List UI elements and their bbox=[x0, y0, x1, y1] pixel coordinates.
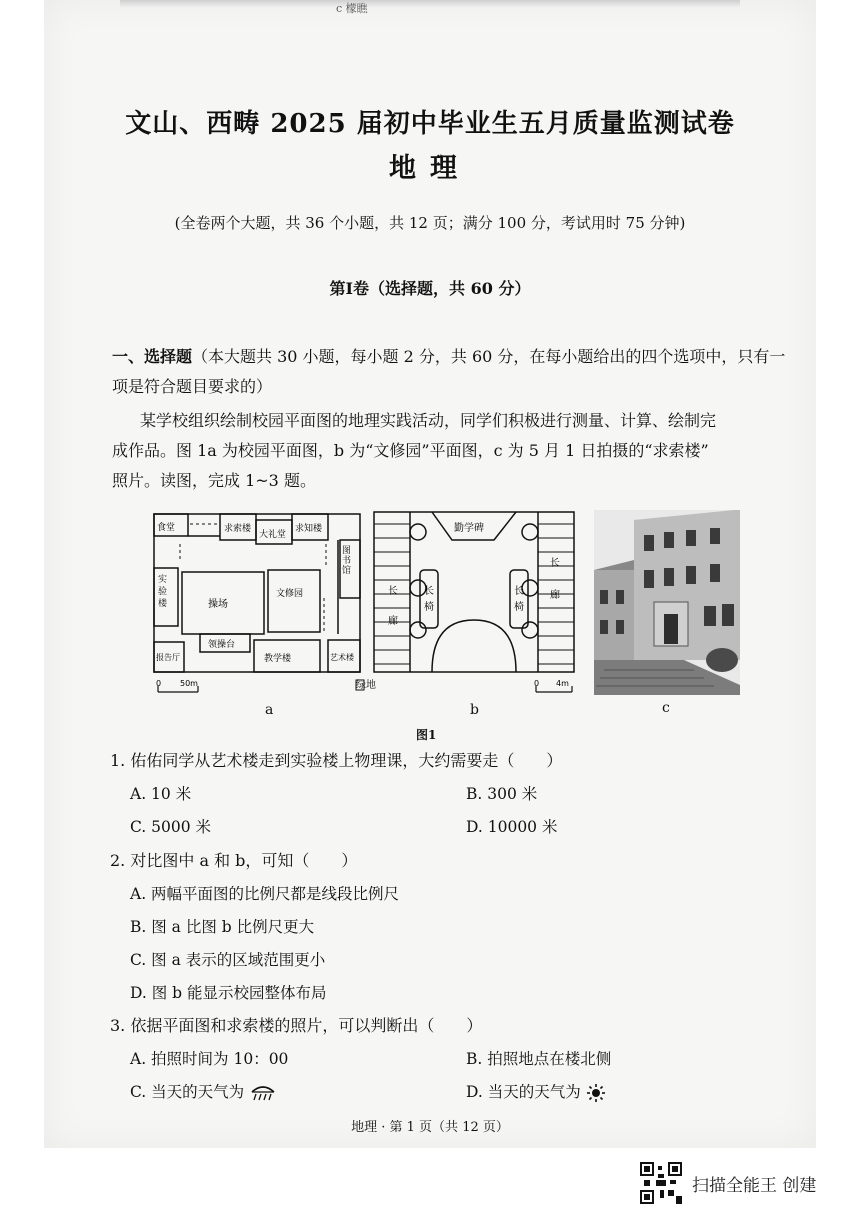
part-desc-1: （本大题共 30 小题，每小题 2 分，共 60 分，在每小题给出的四个选项中，只有一 bbox=[192, 347, 786, 366]
question-2-option-d[interactable]: D. 图 b 能显示校园整体布局 bbox=[130, 984, 327, 1002]
figure-c-label: c bbox=[662, 700, 670, 716]
subject-title: 地理 bbox=[389, 153, 471, 184]
corridor-left-1: 长 bbox=[388, 586, 398, 597]
auditorium-label: 大礼堂 bbox=[259, 530, 287, 540]
intro-paragraph bbox=[112, 406, 792, 496]
qr-code-icon bbox=[640, 1162, 682, 1204]
figure-caption: 图1 bbox=[416, 728, 437, 742]
question-2-option-c[interactable]: C. 图 a 表示的区域范围更小 bbox=[130, 951, 326, 969]
figure-a-label: a bbox=[265, 702, 274, 718]
wenxiu-garden-map bbox=[372, 510, 577, 700]
qiusuo-label: 求索楼 bbox=[224, 524, 252, 534]
question-1-option-b[interactable]: B. 300 米 bbox=[466, 785, 538, 803]
report-label: 报告厅 bbox=[156, 653, 180, 662]
teaching-label: 教学楼 bbox=[264, 654, 292, 664]
question-2-stem: 2. 对比图中 a 和 b，可知（ ） bbox=[110, 851, 358, 870]
campus-plan-map bbox=[150, 510, 365, 710]
scanner-watermark bbox=[640, 1162, 816, 1204]
corridor-hatching bbox=[374, 524, 574, 664]
scale-b-zero: 0 bbox=[534, 679, 540, 688]
exam-note: (全卷两个大题，共 36 个小题，共 12 页；满分 100 分，考试用时 75 分钟) bbox=[174, 214, 686, 232]
question-3-option-d-text: D. 当天的天气为 bbox=[466, 1083, 581, 1101]
part-label: 一、选择题 bbox=[112, 347, 193, 366]
intro-line-2: 成作品。图 1a 为校园平面图，b 为“文修园”平面图，c 为 5 月 1 日拍摄的“求索楼” bbox=[112, 441, 709, 460]
page-footer: 地理 · 第 1 页（共 12 页） bbox=[351, 1120, 509, 1135]
corridor-right-2: 廊 bbox=[550, 590, 560, 601]
intro-line-1: 某学校组织绘制校园平面图的地理实践活动，同学们积极进行测量、计算、绘制完 bbox=[140, 411, 717, 430]
question-3-option-b[interactable]: B. 拍照地点在楼北侧 bbox=[466, 1050, 612, 1068]
qiuzhi-label: 求知楼 bbox=[295, 524, 323, 534]
library-label: 图 书 馆 bbox=[342, 546, 352, 576]
scale-a-zero: 0 bbox=[156, 679, 162, 688]
corridor-left-2: 廊 bbox=[388, 616, 398, 627]
bench-left-2: 椅 bbox=[424, 602, 434, 613]
top-edge-shadow bbox=[120, 0, 740, 8]
intro-line-3: 照片。读图，完成 1~3 题。 bbox=[112, 471, 316, 490]
wenxiu-block bbox=[268, 570, 320, 632]
corridor-right-1: 长 bbox=[550, 558, 560, 569]
part-instructions bbox=[112, 342, 792, 402]
top-mark: c 檬瞧 bbox=[336, 2, 368, 15]
green-legend-label: 绿地 bbox=[356, 680, 376, 691]
exam-title: 文山、西畴 2025 届初中毕业生五月质量监测试卷 bbox=[125, 109, 735, 139]
question-3-stem: 3. 依据平面图和求索楼的照片，可以判断出（ ） bbox=[110, 1016, 483, 1035]
wenxiu-label: 文修园 bbox=[276, 589, 304, 599]
watermark-text: 扫描全能王 创建 bbox=[692, 1175, 817, 1196]
bench-right-2: 椅 bbox=[514, 602, 524, 613]
canteen-label: 食堂 bbox=[157, 523, 176, 533]
scale-a-value: 50m bbox=[180, 679, 198, 688]
monument-label: 勤学碑 bbox=[454, 523, 484, 534]
question-3-option-d[interactable] bbox=[466, 1080, 606, 1103]
entrance-arch bbox=[432, 620, 516, 672]
question-1-option-c[interactable]: C. 5000 米 bbox=[130, 818, 212, 836]
podium-label: 领操台 bbox=[208, 640, 236, 650]
left-bench bbox=[420, 570, 438, 628]
right-bench bbox=[510, 570, 528, 628]
question-1-option-d[interactable]: D. 10000 米 bbox=[466, 818, 558, 836]
question-1-option-a[interactable]: A. 10 米 bbox=[130, 785, 192, 803]
playground-label: 操场 bbox=[208, 599, 228, 610]
bench-left-1: 长 bbox=[424, 586, 434, 597]
question-3-option-a[interactable]: A. 拍照时间为 10：00 bbox=[130, 1050, 289, 1068]
scale-b-value: 4m bbox=[556, 679, 569, 688]
figure-b-label: b bbox=[470, 702, 479, 718]
bench-right-1: 长 bbox=[514, 586, 524, 597]
campus-boundary bbox=[154, 514, 360, 672]
art-label: 艺术楼 bbox=[330, 653, 354, 662]
question-3-option-c[interactable] bbox=[130, 1080, 277, 1102]
question-2-option-b[interactable]: B. 图 a 比图 b 比例尺更大 bbox=[130, 918, 315, 936]
part-desc-2: 项是符合题目要求的） bbox=[112, 377, 273, 396]
rain-weather-icon bbox=[249, 1084, 277, 1102]
question-1-stem: 1. 佑佑同学从艺术楼走到实验楼上物理课，大约需要走（ ） bbox=[110, 751, 563, 770]
sunny-weather-icon bbox=[586, 1083, 606, 1103]
question-3-option-c-text: C. 当天的天气为 bbox=[130, 1083, 245, 1101]
qiusuo-building-photo bbox=[594, 510, 740, 695]
section-heading: 第Ⅰ卷（选择题，共 60 分） bbox=[329, 279, 531, 298]
lab-label: 实 验 楼 bbox=[158, 575, 168, 609]
question-2-option-a[interactable]: A. 两幅平面图的比例尺都是线段比例尺 bbox=[130, 885, 400, 903]
